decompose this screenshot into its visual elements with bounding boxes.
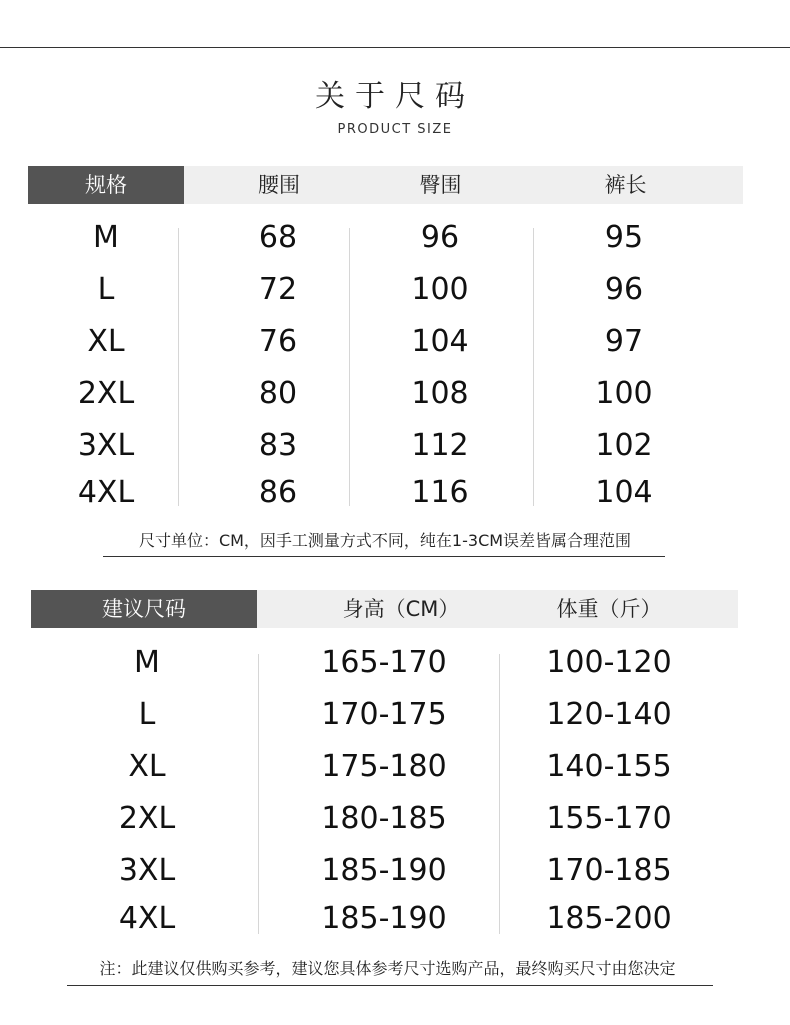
waist-cell: 80 (258, 376, 298, 411)
size-cell: L (138, 697, 156, 732)
size-table-header (28, 166, 743, 204)
table-row (31, 640, 738, 686)
size-table-header-spec: 规格 (28, 166, 184, 204)
size-cell: XL (87, 324, 125, 359)
length-cell: 102 (595, 428, 653, 463)
length-cell: 95 (604, 220, 644, 255)
hip-cell: 104 (411, 324, 469, 359)
length-cell: 97 (604, 324, 644, 359)
size-cell: 4XL (118, 901, 176, 936)
table-row (31, 796, 738, 842)
size-cell: 3XL (77, 428, 135, 463)
weight-cell: 185-200 (546, 901, 672, 936)
height-cell: 170-175 (321, 697, 447, 732)
waist-cell: 68 (258, 220, 298, 255)
weight-cell: 155-170 (546, 801, 672, 836)
waist-cell: 83 (258, 428, 298, 463)
weight-cell: 140-155 (546, 749, 672, 784)
height-cell: 165-170 (321, 645, 447, 680)
size-cell: 2XL (118, 801, 176, 836)
recommend-table-header-height: 身高（CM） (342, 597, 460, 621)
table-row (28, 320, 743, 364)
size-cell: L (97, 272, 115, 307)
table-row (31, 744, 738, 790)
hip-cell: 96 (420, 220, 460, 255)
size-cell: M (134, 645, 160, 680)
note-underline (103, 556, 665, 557)
weight-cell: 170-185 (546, 853, 672, 888)
waist-cell: 76 (258, 324, 298, 359)
table-row (28, 424, 743, 468)
page-subtitle: PRODUCT SIZE (337, 122, 453, 137)
size-cell: 3XL (118, 853, 176, 888)
size-cell: 2XL (77, 376, 135, 411)
size-cell: XL (128, 749, 166, 784)
recommend-table-note: 注：此建议仅供购买参考，建议您具体参考尺寸选购产品，最终购买尺寸由您决定 (99, 959, 676, 978)
size-table-body (28, 216, 743, 510)
recommend-table-header-weight: 体重（斤） (556, 597, 662, 621)
size-table-header-hip: 臀围 (419, 173, 462, 197)
table-row (31, 896, 738, 942)
length-cell: 100 (595, 376, 653, 411)
table-row (28, 471, 743, 515)
table-row (28, 216, 743, 260)
length-cell: 104 (595, 475, 653, 510)
recommend-table-header (31, 590, 738, 628)
waist-cell: 72 (258, 272, 298, 307)
hip-cell: 112 (411, 428, 469, 463)
table-row (31, 848, 738, 894)
weight-cell: 120-140 (546, 697, 672, 732)
weight-cell: 100-120 (546, 645, 672, 680)
hip-cell: 100 (411, 272, 469, 307)
waist-cell: 86 (258, 475, 298, 510)
table-row (28, 372, 743, 416)
hip-cell: 108 (411, 376, 469, 411)
size-table-header-waist: 腰围 (258, 173, 300, 197)
recommend-table-body (31, 640, 738, 940)
height-cell: 185-190 (321, 901, 447, 936)
recommend-table-header-size: 建议尺码 (31, 590, 257, 628)
length-cell: 96 (604, 272, 644, 307)
table-row (31, 692, 738, 738)
page-title: 关于尺码 (315, 79, 475, 114)
size-cell: 4XL (77, 475, 135, 510)
size-table-note: 尺寸单位：CM，因手工测量方式不同，纯在1-3CM误差皆属合理范围 (138, 531, 632, 550)
height-cell: 175-180 (321, 749, 447, 784)
size-table-header-length: 裤长 (604, 173, 647, 197)
top-divider (0, 47, 790, 48)
size-cell: M (93, 220, 119, 255)
height-cell: 185-190 (321, 853, 447, 888)
note-underline (67, 985, 713, 986)
table-row (28, 268, 743, 312)
hip-cell: 116 (411, 475, 469, 510)
height-cell: 180-185 (321, 801, 447, 836)
